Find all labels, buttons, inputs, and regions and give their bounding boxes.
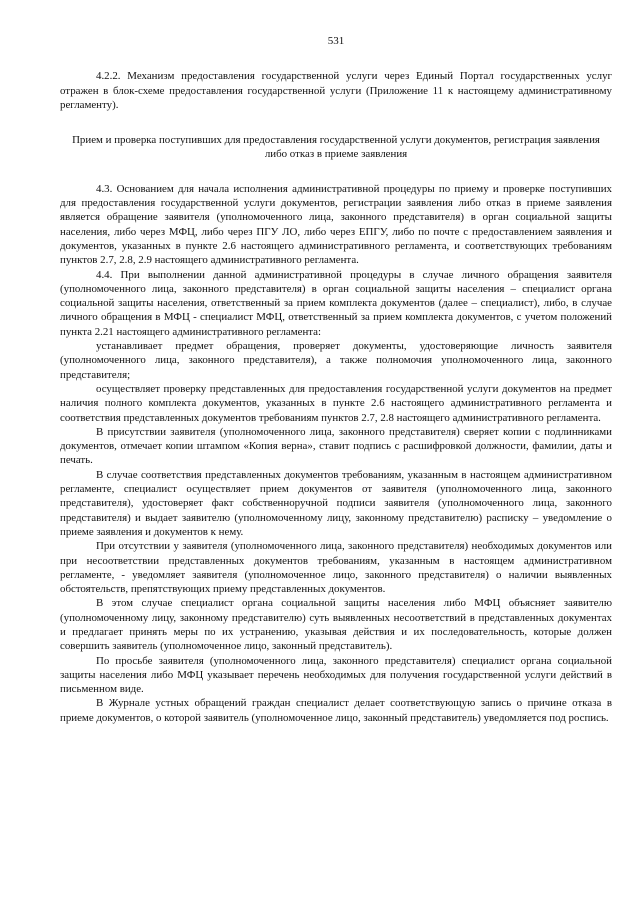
paragraph-acceptance: В случае соответствия представленных документов требованиям, указанным в настоящем административном регламенте, специалист осуществляет прием документов от заявителя (уполномоченного лица, законного представителя), удостоверяет факт собственноручной подписи заявителя (уполномоченного лица, законного представителя) и выдает заявителю (уполномоченному лицу, законному представителю) расписку – уведомление о приеме заявления и документов к нему. [60, 468, 612, 538]
paragraph-explanation: В этом случае специалист органа социальной защиты населения либо МФЦ объясняет заявителю (уполномоченному лицу, законному представителю) суть выявленных несоответствий в представленных документах и предлагает принять меры по их устранению, указывая действия и их последовательность, которые должен совершить заявитель (уполномоченное лицо, законный представитель). [60, 597, 612, 653]
paragraph-request: По просьбе заявителя (уполномоченного лица, законного представителя) специалист органа социальной защиты населения либо МФЦ указывает перечень необходимых для получения государственной услуги действий в письменном виде. [60, 654, 612, 696]
paragraph-4-4: 4.4. При выполнении данной административной процедуры в случае личного обращения заявителя (уполномоченного лица, законного представителя) в орган социальной защиты населения – специалист органа социальной защиты населения, ответственный за прием комплекта документов (далее – специалист), либо, в случае личного обращения в МФЦ - специалист МФЦ, ответственный за прием комплекта документов, с учетом положений пункта 2.21 настоящего административного регламента: [60, 268, 612, 338]
paragraph-copies: В присутствии заявителя (уполномоченного лица, законного представителя) сверяет копии с подлинниками документов, отмечает копии штампом «Копия верна», ставит подпись с расшифровкой должности, фамилии, даты и печать. [60, 425, 612, 467]
paragraph-journal: В Журнале устных обращений граждан специалист делает соответствующую запись о причине отказа в приеме документов, о которой заявитель (уполномоченное лицо, законный представитель) уведомляется под роспись. [60, 697, 612, 724]
section-heading: Прием и проверка поступивших для предоставления государственной услуги документов, регистрация заявления либо отказ в приеме заявления [72, 134, 600, 161]
paragraph-checks: осуществляет проверку представленных для предоставления государственной услуги документов на предмет наличия полного комплекта документов, указанных в пункте 2.6 настоящего административного регламента и соответствия представленных документов требованиям пунктов 2.7, 2.8 настоящего административного регламента. [60, 382, 612, 424]
paragraph-4-2-2: 4.2.2. Механизм предоставления государственной услуги через Единый Портал государственных услуг отражен в блок-схеме предоставления государственной услуги (Приложение 11 к настоящему административному регламенту). [60, 70, 612, 111]
paragraph-absence: При отсутствии у заявителя (уполномоченного лица, законного представителя) необходимых документов или при несоответствии представленных документов требованиям, указанным в настоящем административном регламенте, - уведомляет заявителя (уполномоченное лицо, законного представителя) о наличии выявленных обстоятельств, препятствующих приему представленных документов. [60, 540, 612, 596]
page-number: 531 [327, 35, 345, 47]
paragraph-4-3: 4.3. Основанием для начала исполнения административной процедуры по приему и проверке поступивших для предоставления государственной услуги документов, регистрации заявления либо отказ в приеме заявления является обращение заявителя (уполномоченного лица, законного представителя) в орган социальной защиты населения, либо через МФЦ, либо через ПГУ ЛО, либо через ЕПГУ, либо по почте с предоставлением заявления и документов, указанных в пункте 2.6 настоящего административного регламента, и соответствующих требованиям пунктов 2.7, 2.8, 2.9 настоящего административного регламента. [60, 182, 612, 267]
paragraph-establishes: устанавливает предмет обращения, проверяет документы, удостоверяющие личность заявителя (уполномоченного лица, законного представителя), а также полномочия уполномоченного лица, законного представителя; [60, 340, 612, 381]
